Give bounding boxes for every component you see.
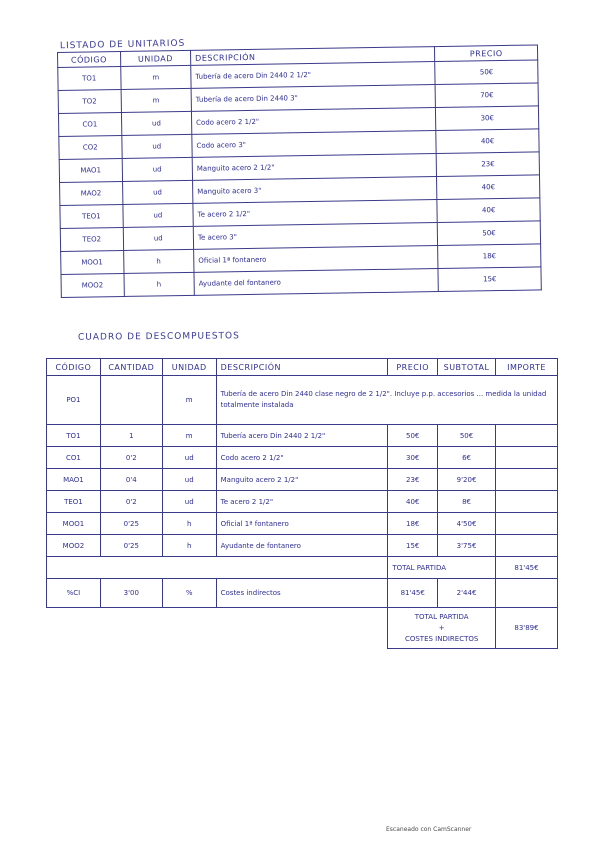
cell-code: TO1 bbox=[47, 425, 101, 447]
cell-code: TEO2 bbox=[60, 227, 123, 251]
cell-subtotal: 4'50€ bbox=[438, 513, 496, 535]
cell-description: Ayudante de fontanero bbox=[216, 535, 388, 557]
cell-unit: ud bbox=[162, 491, 216, 513]
cell-description: Oficial 1ª fontanero bbox=[216, 513, 388, 535]
cell-price: 40€ bbox=[437, 175, 540, 200]
cell-description: Manguito acero 3" bbox=[193, 177, 438, 204]
total-partida-value: 81'45€ bbox=[495, 557, 557, 579]
cell-amount bbox=[495, 469, 557, 491]
cell-code: PO1 bbox=[47, 376, 101, 425]
cell-code: MOO2 bbox=[61, 273, 124, 297]
cell-unit: h bbox=[123, 249, 194, 273]
cell-description: Te acero 2 1/2" bbox=[216, 491, 388, 513]
cell-amount bbox=[495, 513, 557, 535]
cell-unit: ud bbox=[162, 469, 216, 491]
cell-quantity: 0'25 bbox=[100, 535, 162, 557]
cell-price: 40€ bbox=[436, 129, 539, 154]
cell-code: TO2 bbox=[58, 90, 121, 114]
cell-price: 81'45€ bbox=[388, 579, 438, 608]
unit-prices-table bbox=[57, 44, 542, 298]
spacer bbox=[47, 557, 388, 579]
cell-unit: % bbox=[162, 579, 216, 608]
header-code: CÓDIGO bbox=[47, 359, 101, 376]
header-amount: IMPORTE bbox=[495, 359, 557, 376]
final-total-value: 83'89€ bbox=[495, 608, 557, 649]
header-unit: UNIDAD bbox=[120, 50, 191, 66]
cell-price: 30€ bbox=[388, 447, 438, 469]
cell-code: MAO1 bbox=[59, 158, 122, 182]
cell-price: 15€ bbox=[438, 267, 541, 292]
cell-quantity: 0'4 bbox=[100, 469, 162, 491]
cell-description: Costes indirectos bbox=[216, 579, 388, 608]
cell-unit: ud bbox=[123, 226, 194, 250]
cell-code: MOO1 bbox=[47, 513, 101, 535]
cell-price: 30€ bbox=[436, 106, 539, 131]
cell-code: TEO1 bbox=[47, 491, 101, 513]
cell-description: Manguito acero 2 1/2" bbox=[216, 469, 388, 491]
cell-amount bbox=[495, 425, 557, 447]
table-row bbox=[47, 491, 558, 513]
cell-price: 50€ bbox=[435, 60, 538, 85]
cell-description: Tubería de acero Din 2440 clase negro de 2 1/2". Incluye p.p. accesorios ... medida la unidad totalmente instalada bbox=[216, 376, 557, 425]
final-label-line-2: COSTES INDIRECTOS bbox=[404, 634, 479, 643]
cell-subtotal: 50€ bbox=[438, 425, 496, 447]
breakdown-table bbox=[46, 358, 558, 649]
cell-amount bbox=[495, 491, 557, 513]
cell-description: Tubería acero Din 2440 2 1/2" bbox=[216, 425, 388, 447]
cell-unit: m bbox=[120, 65, 191, 89]
cell-subtotal: 8€ bbox=[438, 491, 496, 513]
final-label-plus: + bbox=[438, 623, 445, 632]
cell-subtotal: 9'20€ bbox=[438, 469, 496, 491]
title-breakdown: CUADRO DE DESCOMPUESTOS bbox=[77, 331, 240, 343]
cell-description: Codo acero 2 1/2" bbox=[191, 108, 436, 135]
spacer bbox=[47, 608, 388, 649]
cell-unit: ud bbox=[122, 203, 193, 227]
cell-unit: ud bbox=[121, 111, 192, 135]
cell-quantity: 0'2 bbox=[100, 491, 162, 513]
cell-price: 18€ bbox=[388, 513, 438, 535]
cell-code: CO1 bbox=[47, 447, 101, 469]
cell-price: 23€ bbox=[436, 152, 539, 177]
cell-quantity: 0'25 bbox=[100, 513, 162, 535]
final-total-row bbox=[47, 608, 558, 649]
cell-price: 40€ bbox=[388, 491, 438, 513]
cell-description: Codo acero 3" bbox=[192, 131, 437, 158]
total-partida-label: TOTAL PARTIDA bbox=[388, 557, 496, 579]
cell-code: MOO2 bbox=[47, 535, 101, 557]
cell-unit: m bbox=[162, 425, 216, 447]
header-unit: UNIDAD bbox=[162, 359, 216, 376]
cell-description: Codo acero 2 1/2" bbox=[216, 447, 388, 469]
total-partida-row bbox=[47, 557, 558, 579]
header-price: PRECIO bbox=[435, 45, 538, 62]
cell-description: Te acero 2 1/2" bbox=[193, 200, 438, 227]
cell-subtotal: 3'75€ bbox=[438, 535, 496, 557]
cell-description: Tubería de acero Din 2440 3" bbox=[191, 85, 436, 112]
cell-unit: ud bbox=[122, 180, 193, 204]
cell-description: Te acero 3" bbox=[193, 223, 438, 250]
final-total-label bbox=[388, 608, 496, 649]
cell-unit: h bbox=[162, 535, 216, 557]
cell-quantity bbox=[100, 376, 162, 425]
cell-description: Tubería de acero Din 2440 2 1/2" bbox=[191, 62, 436, 89]
cell-amount bbox=[495, 447, 557, 469]
cell-code: CO2 bbox=[59, 135, 122, 159]
cell-unit: m bbox=[121, 88, 192, 112]
cell-price: 50€ bbox=[388, 425, 438, 447]
cell-code: CO1 bbox=[58, 113, 121, 137]
cell-price: 15€ bbox=[388, 535, 438, 557]
cell-price: 23€ bbox=[388, 469, 438, 491]
cell-price: 40€ bbox=[437, 198, 540, 223]
cell-description: Oficial 1ª fontanero bbox=[194, 246, 439, 273]
main-item-row bbox=[47, 376, 558, 425]
cell-unit: m bbox=[162, 376, 216, 425]
cell-code: MAO1 bbox=[47, 469, 101, 491]
cell-unit: h bbox=[162, 513, 216, 535]
scanner-footer: Escaneado con CamScanner bbox=[386, 826, 472, 833]
table-row bbox=[47, 425, 558, 447]
cell-quantity: 3'00 bbox=[100, 579, 162, 608]
table-row bbox=[47, 513, 558, 535]
header-code: CÓDIGO bbox=[58, 52, 121, 68]
cell-price: 50€ bbox=[438, 221, 541, 246]
table-row bbox=[47, 447, 558, 469]
header-price: PRECIO bbox=[388, 359, 438, 376]
table-row bbox=[47, 469, 558, 491]
indirect-costs-row bbox=[47, 579, 558, 608]
cell-unit: ud bbox=[122, 157, 193, 181]
cell-code: MOO1 bbox=[61, 250, 124, 274]
cell-amount bbox=[495, 579, 557, 608]
cell-amount bbox=[495, 535, 557, 557]
cell-subtotal: 2'44€ bbox=[438, 579, 496, 608]
cell-code: TEO1 bbox=[60, 204, 123, 228]
title-unit-prices: LISTADO DE UNITARIOS bbox=[59, 38, 186, 52]
cell-subtotal: 6€ bbox=[438, 447, 496, 469]
cell-price: 70€ bbox=[435, 83, 538, 108]
cell-quantity: 0'2 bbox=[100, 447, 162, 469]
cell-code: %CI bbox=[47, 579, 101, 608]
header-description: DESCRIPCIÓN bbox=[216, 359, 388, 376]
cell-description: Ayudante del fontanero bbox=[194, 269, 439, 296]
cell-unit: ud bbox=[121, 134, 192, 158]
header-subtotal: SUBTOTAL bbox=[438, 359, 496, 376]
cell-unit: h bbox=[124, 272, 195, 296]
table-header-row bbox=[47, 359, 558, 376]
cell-code: MAO2 bbox=[60, 181, 123, 205]
header-description: DESCRIPCIÓN bbox=[190, 47, 435, 66]
table-row bbox=[47, 535, 558, 557]
cell-price: 18€ bbox=[438, 244, 541, 269]
cell-unit: ud bbox=[162, 447, 216, 469]
cell-code: TO1 bbox=[58, 67, 121, 91]
cell-quantity: 1 bbox=[100, 425, 162, 447]
header-quantity: CANTIDAD bbox=[100, 359, 162, 376]
final-label-line-1: TOTAL PARTIDA bbox=[414, 612, 469, 621]
cell-description: Manguito acero 2 1/2" bbox=[192, 154, 437, 181]
